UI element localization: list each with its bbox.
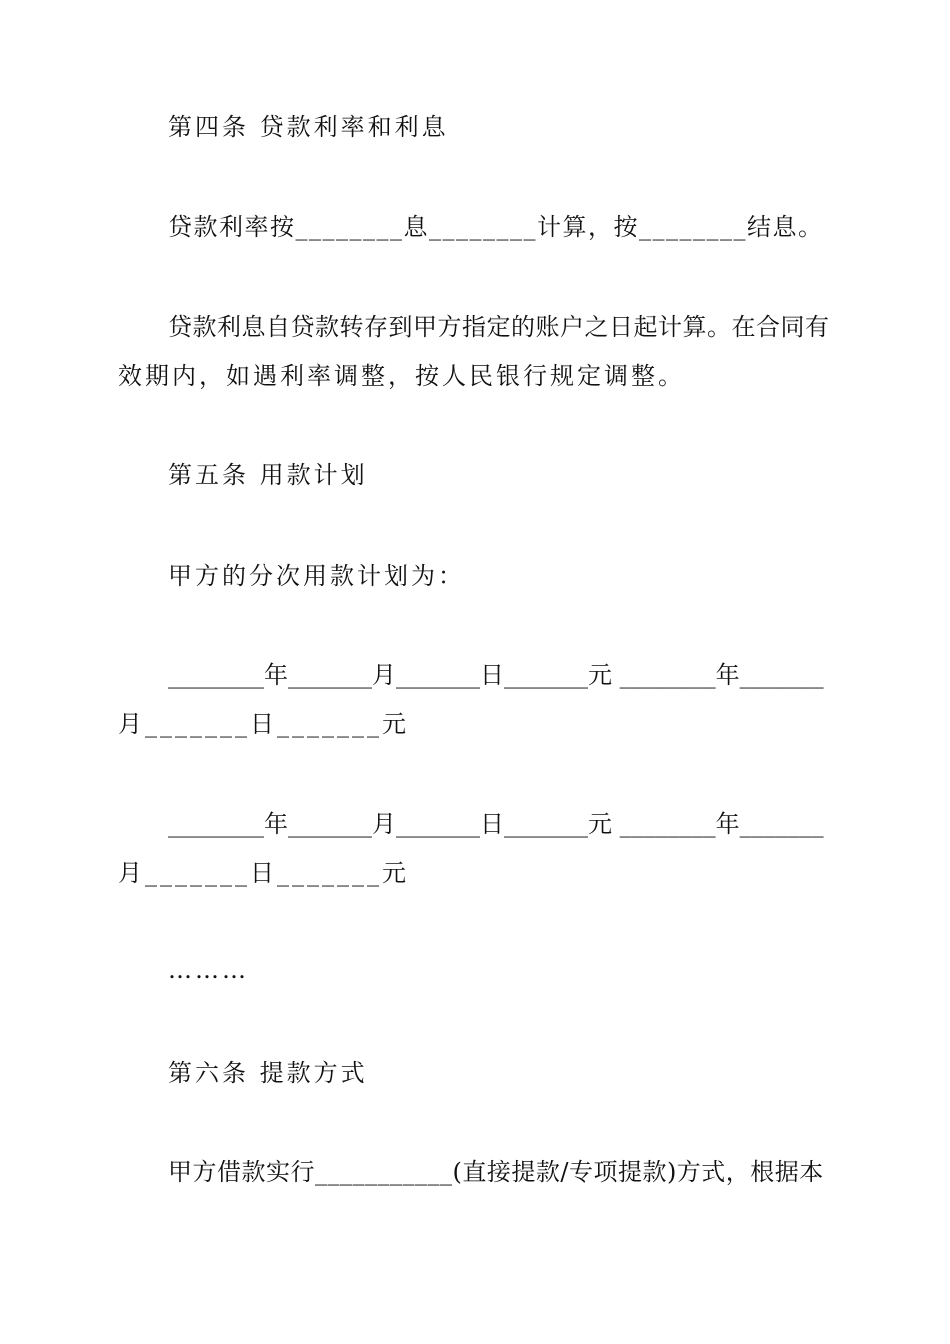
drawdown-plan-row-1-cont: 月_______日_______元 (118, 710, 409, 738)
withdrawal-method-clause: 甲方借款实行___________(直接提款/专项提款)方式，根据本 (168, 1158, 824, 1186)
interest-accrual-clause-cont: 效期内，如遇利率调整，按人民银行规定调整。 (118, 362, 685, 390)
drawdown-plan-row-2: ________年_______月_______日_______元 ________年_______ (168, 810, 824, 838)
article-5-heading: 第五条 用款计划 (168, 461, 368, 489)
drawdown-plan-row-1: ________年_______月_______日_______元 ________年_______ (168, 661, 824, 689)
interest-accrual-clause: 贷款利息自贷款转存到甲方指定的账户之日起计算。在合同有 (168, 313, 830, 341)
interest-rate-clause: 贷款利率按________息________计算，按________结息。 (168, 213, 824, 241)
drawdown-plan-row-2-cont: 月_______日_______元 (118, 859, 409, 887)
ellipsis: ……… (168, 956, 249, 984)
drawdown-plan-intro: 甲方的分次用款计划为： (168, 562, 465, 590)
article-6-heading: 第六条 提款方式 (168, 1059, 368, 1087)
article-4-heading: 第四条 贷款利率和利息 (168, 113, 449, 141)
